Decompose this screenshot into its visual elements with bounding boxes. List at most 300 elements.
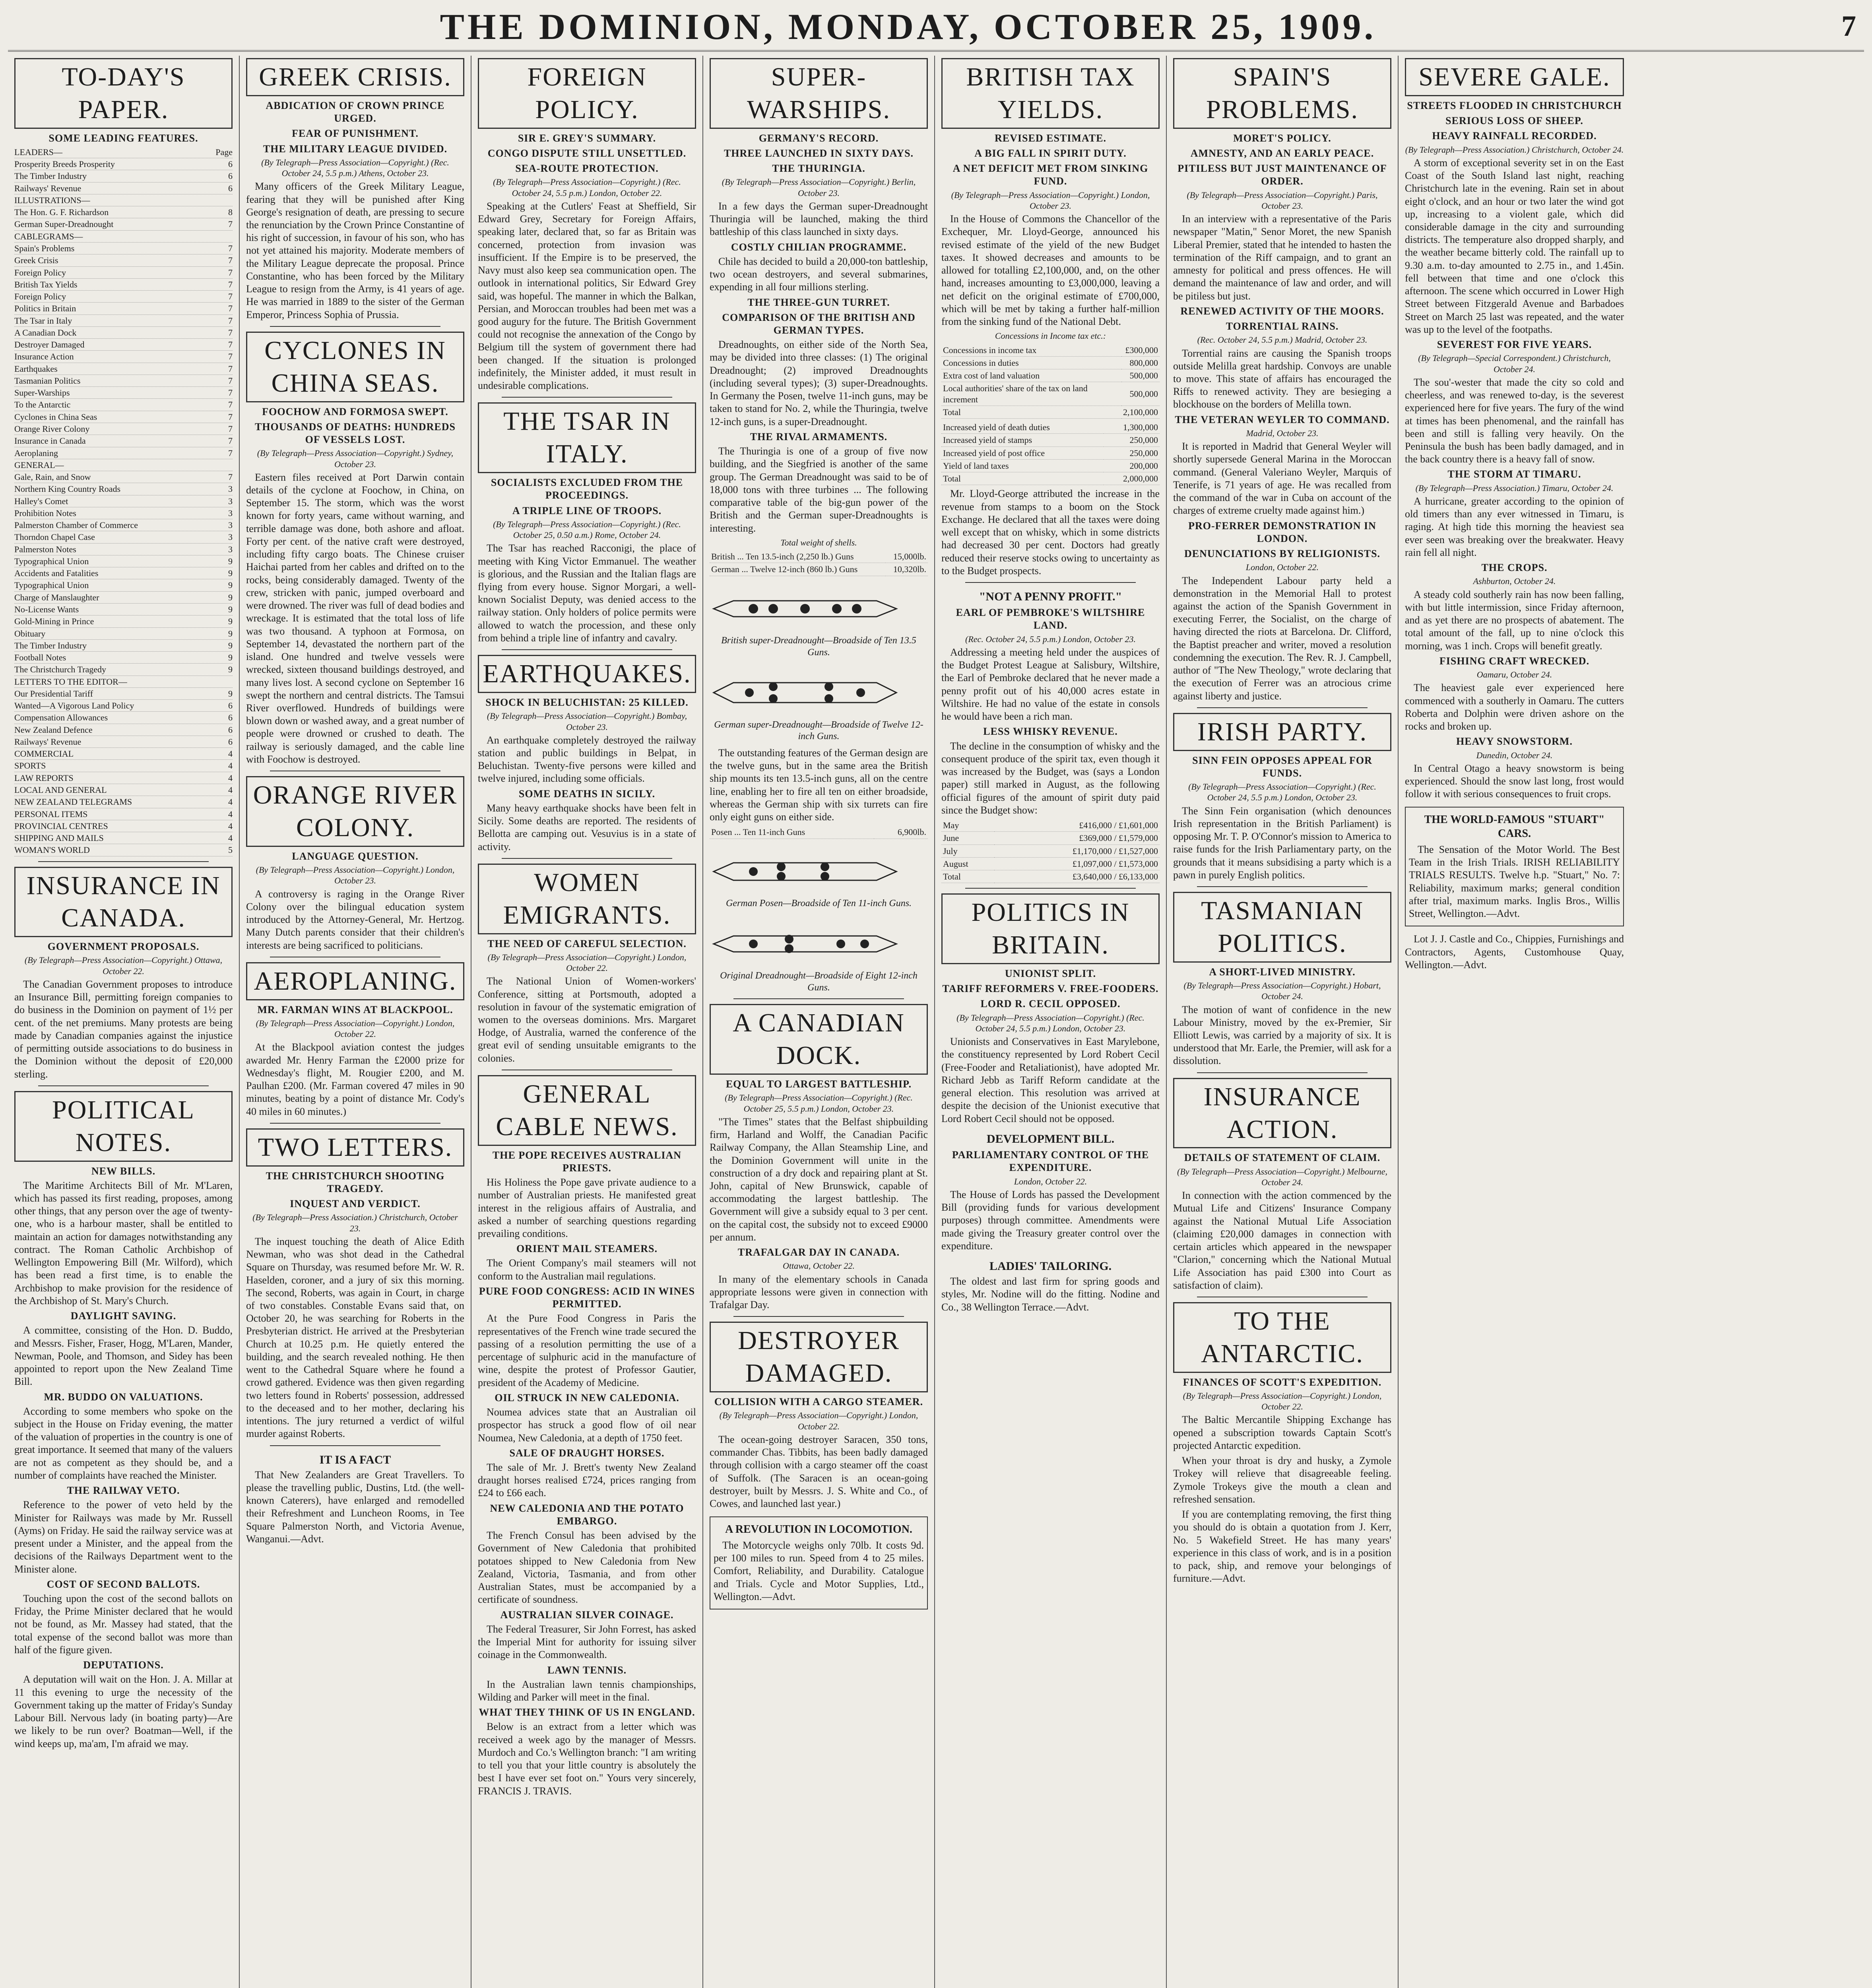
table-cell-label: Local authorities' share of the tax on land increment: [941, 382, 1121, 406]
index-entry-label: PERSONAL ITEMS: [14, 809, 88, 819]
index-entry-page: 7: [228, 279, 233, 289]
index-entry-page: 9: [228, 664, 233, 675]
subhead: THE THURINGIA.: [772, 163, 865, 175]
index-entry-page: 7: [228, 340, 233, 350]
subhead: ABDICATION OF CROWN PRINCE URGED.: [266, 99, 445, 124]
index-entry: [14, 628, 233, 640]
article-body: A steady cold southerly rain has now been falling, with but little intermission, since Friday afternoon, and as yet there are no prospects of abatement. The total amount of the fall, up to nine o'clock this morning, was 1 inch. Crops will benefit greatly.: [1405, 588, 1624, 652]
index-entry: [14, 351, 233, 363]
table-row: [941, 832, 1160, 845]
index-entry-label: Our Presidential Tariff: [14, 688, 93, 699]
index-entry-label: A Canadian Dock: [14, 327, 77, 338]
index-entry-page: 4: [228, 797, 233, 807]
index-entry: [14, 736, 233, 748]
subhead: TORRENTIAL RAINS.: [1226, 320, 1339, 332]
table-cell-label: May: [941, 819, 994, 832]
index-entry: [14, 279, 233, 291]
table-cell-value: 6,900lb.: [874, 826, 928, 839]
dateline: Madrid, October 23.: [1246, 428, 1319, 438]
index-entry-page: 9: [228, 556, 233, 566]
subhead: THE MILITARY LEAGUE DIVIDED.: [263, 143, 448, 155]
index-entry: [14, 399, 233, 411]
column-2: [240, 56, 471, 1988]
table-row: [941, 870, 1160, 883]
divider: [270, 1123, 440, 1124]
subhead: EARL OF PEMBROKE'S WILTSHIRE LAND.: [956, 607, 1145, 631]
index-entry: [14, 544, 233, 555]
subhead: TARIFF REFORMERS V. FREE-FOODERS.: [942, 983, 1159, 995]
headline-orange-river: ORANGE RIVER COLONY.: [246, 776, 464, 847]
index-entry-page: 7: [228, 388, 233, 398]
article-body: A hurricane, greater according to the opinion of old timers than any ever witnessed in Timaru, is raging. At high tide this morning the heaviest sea ever seen was breaking over the breakwater. Heavy rain fell all night.: [1405, 495, 1624, 558]
dateline: London, October 22.: [1245, 562, 1319, 573]
article-body: His Holiness the Pope gave private audience to a number of Australian priests. He manifested great interest in the religious affairs of Australia, and asked a number of searching questions regarding prevailing conditions.: [478, 1176, 696, 1239]
headline-british-tax: BRITISH TAX YIELDS.: [941, 58, 1160, 129]
ad-title: THE WORLD-FAMOUS "STUART" CARS.: [1424, 813, 1605, 840]
dateline: (By Telegraph—Press Association—Copyright.) Berlin, October 23.: [722, 177, 916, 198]
index-entry-page: 7: [228, 303, 233, 314]
subhead: GOVERNMENT PROPOSALS.: [47, 941, 200, 953]
table-cell-label: Increased yield of stamps: [941, 434, 1104, 447]
table-row: [941, 369, 1160, 382]
divider: [38, 1085, 209, 1086]
subhead: SERIOUS LOSS OF SHEEP.: [1445, 115, 1583, 127]
index-entry-page: 7: [228, 327, 233, 338]
headline-development-bill: DEVELOPMENT BILL.: [986, 1132, 1115, 1145]
headline-earthquakes: EARTHQUAKES.: [478, 655, 696, 693]
index-entry: [14, 339, 233, 351]
ad-body: The Motorcycle weighs only 70lb. It costs 9d. per 100 miles to run. Speed from 4 to 25 miles. Comfort, Reliability, and Durability. Catalogue and Trials. Cycle and Motor Supplies, Ltd., Wellington.—Advt.: [714, 1539, 924, 1602]
ad-body: The Sensation of the Motor World. The Best Team in the Irish Trials. IRISH RELIABILITY TRIALS RESULTS. Twelve h.p. "Stuart," No. 7: Reliability, maximum marks; general condition after trial, maximum marks. Inglis Bros., Willis Street, Wellington.—Advt.: [1409, 843, 1620, 920]
tax-table: [941, 421, 1160, 485]
index-entry: [14, 206, 233, 218]
index-entry: [14, 676, 233, 688]
dateline: (By Telegraph—Press Association.) Timaru, October 24.: [1415, 483, 1614, 493]
subhead: EQUAL TO LARGEST BATTLESHIP.: [726, 1078, 912, 1090]
table-cell-label: Yield of land taxes: [941, 459, 1104, 472]
index-entry: [14, 158, 233, 170]
article-body: The decline in the consumption of whisky and the consequent produce of the spirit tax, even though it was increased by the Budget, was (says a London paper) still marked in August, as the following official figures of the amount of spirit duty paid since the Budget show:: [941, 740, 1160, 816]
index-entry: [14, 531, 233, 543]
dateline: (By Telegraph—Press Association—Copyright.) Bombay, October 23.: [487, 711, 687, 732]
index-entry: [14, 315, 233, 327]
dateline: (By Telegraph—Press Association—Copyright.) (Rec. October 24, 5.5 p.m.) London, October 23.: [1188, 782, 1376, 803]
index-entry-label: Palmerston Chamber of Commerce: [14, 520, 138, 530]
index-entry-label: Foreign Policy: [14, 267, 66, 278]
subhead: DETAILS OF STATEMENT OF CLAIM.: [1184, 1152, 1381, 1164]
index-entry: [14, 772, 233, 784]
subhead: TRAFALGAR DAY IN CANADA.: [737, 1246, 900, 1258]
headline-severe-gale: SEVERE GALE.: [1405, 58, 1624, 96]
index-entry: [14, 447, 233, 459]
article-body: Chile has decided to build a 20,000-ton battleship, two ocean destroyers, and several submarines, expending in all four millions sterling.: [710, 255, 928, 293]
index-entry: [14, 688, 233, 700]
index-entry-label: Railways' Revenue: [14, 183, 81, 193]
table-cell-value: 200,000: [1104, 459, 1160, 472]
dateline: (Rec. October 24, 5.5 p.m.) Madrid, October 23.: [1197, 335, 1368, 345]
index-entry-label: PROVINCIAL CENTRES: [14, 821, 108, 831]
column-4: [703, 56, 935, 1988]
subhead: THE RAILWAY VETO.: [67, 1485, 180, 1497]
index-entry-label: NEW ZEALAND TELEGRAMS: [14, 797, 132, 807]
divider: [1197, 886, 1368, 887]
dateline: (By Telegraph—Press Association—Copyright.) Hobart, October 24.: [1183, 980, 1381, 1002]
index-entry-label: Foreign Policy: [14, 291, 66, 302]
index-entry-label: Charge of Manslaughter: [14, 592, 99, 602]
subhead: SHOCK IN BELUCHISTAN: 25 KILLED.: [485, 697, 689, 708]
article-body: The Orient Company's mail steamers will not conform to the Australian mail regulations.: [478, 1257, 696, 1282]
subhead: INQUEST AND VERDICT.: [290, 1198, 421, 1210]
index-entry: [14, 700, 233, 712]
broadside-table: [710, 550, 928, 576]
index-entry: [14, 615, 233, 627]
article-body: The ocean-going destroyer Saracen, 350 tons, commander Chas. Tibbits, has been badly damaged through collision with a cargo steamer off the coast of Suffolk. (The Saracen is an ocean-going destroyer, built by Messrs. J. S. White and Co., of Cowes, and launched last year.): [710, 1433, 928, 1509]
index-entry: [14, 218, 233, 230]
index-entry-label: LETTERS TO THE EDITOR—: [14, 676, 127, 687]
table-cell-value: £1,097,000 / £1,573,000: [994, 857, 1160, 870]
article-body: The heaviest gale ever experienced here commenced with a southerly in Oamaru. The cutters Roberta and Dolphin were driven ashore on the rocks and broken up.: [1405, 682, 1624, 732]
headline-politics-britain: POLITICS IN BRITAIN.: [941, 893, 1160, 964]
table-cell-value: £369,000 / £1,579,000: [994, 832, 1160, 845]
article-body: Many officers of the Greek Military League, fearing that they will be punished after King George's resignation of death, are pressing to secure the renunciation by the Crown Prince Constantine of his right of succession, in favour of his son, who has not yet attained his majority. Moderate members of the Military League deprecate the proposal. Prince Constantine, who has been forced by the Military League to resign from the Army, is 41 years of age. He was married in 1889 to the sister of the German Emperor, Princess Sophia of Prussia.: [246, 181, 464, 320]
article-body: Many heavy earthquake shocks have been felt in Sicily. Some deaths are reported. The residents of Bellotta are camping out. Vesuvius is in a state of activity.: [478, 802, 696, 852]
headline-greek-crisis: GREEK CRISIS.: [246, 58, 464, 96]
index-entry-label: Spain's Problems: [14, 243, 75, 254]
masthead: [8, 3, 1864, 52]
battleship-diagram: [710, 585, 900, 625]
article-body: In the Australian lawn tennis championships, Wilding and Parker will meet in the final.: [478, 1678, 696, 1703]
table-cell-value: £1,170,000 / £1,527,000: [994, 845, 1160, 857]
headline-political-notes: POLITICAL NOTES.: [14, 1091, 233, 1162]
subhead: A BIG FALL IN SPIRIT DUTY.: [974, 147, 1127, 159]
subhead: SOCIALISTS EXCLUDED FROM THE PROCEEDINGS.: [491, 477, 683, 501]
article-body: "The Times" states that the Belfast shipbuilding firm, Harland and Wolff, the Canadian Pacific Railway Company, the Allan Steamship Line, and the Dominion Government will unite in the construction of a dry dock and repairing plant at St. John, capital of New Brunswick, capable of accommodating the largest battleship. The Government will give a subsidy equal to 3 per cent. on the capital cost, the subsidy not to exceed £9000 per annum.: [710, 1116, 928, 1243]
subhead: CONGO DISPUTE STILL UNSETTLED.: [487, 147, 687, 159]
table-cell-value: £3,640,000 / £6,133,000: [994, 870, 1160, 883]
index-entry: [14, 291, 233, 303]
table-cell-label: German ... Twelve 12-inch (860 lb.) Guns: [710, 563, 885, 576]
index-entry-page: 3: [228, 484, 233, 494]
index-entry: [14, 411, 233, 423]
figure-caption: British super-Dreadnought—Broadside of Ten 13.5 Guns.: [721, 635, 916, 658]
index-entry: [14, 507, 233, 519]
subhead: SOME DEATHS IN SICILY.: [518, 788, 656, 800]
divider: [502, 858, 672, 859]
subhead: SIR E. GREY'S SUMMARY.: [518, 132, 656, 144]
index-entry: [14, 303, 233, 315]
table-cell-label: Posen ... Ten 11-inch Guns: [710, 826, 874, 839]
index-entry-page: 3: [228, 532, 233, 542]
index-entry-page: 7: [228, 255, 233, 266]
index-entry-label: Gold-Mining in Prince: [14, 616, 94, 627]
divider: [270, 326, 440, 327]
table-cell-label: British ... Ten 13.5-inch (2,250 lb.) Guns: [710, 550, 885, 563]
index-entry-label: No-License Wants: [14, 604, 79, 614]
battleship-diagram: [710, 920, 900, 960]
divider: [38, 861, 209, 862]
index-entry: [14, 327, 233, 339]
table-row: [941, 434, 1160, 447]
index-entry: [14, 832, 233, 844]
divider: [965, 888, 1136, 889]
index-entry-label: LOCAL AND GENERAL: [14, 784, 107, 795]
subhead: SEVEREST FOR FIVE YEARS.: [1437, 339, 1592, 351]
article-body: Dreadnoughts, on either side of the North Sea, may be divided into three classes: (1) The original Dreadnought; (2) improved Dreadnoughts (including several types); (3) super-Dreadnoughts. In Germany the Posen, twelve 11-inch guns, may be taken to stand for No. 2, while the Thuringia, twelve 12-inch guns, is a super-Dreadnought.: [710, 339, 928, 427]
headline-super-warships: SUPER-WARSHIPS.: [710, 58, 928, 129]
index-entry-label: The Tsar in Italy: [14, 315, 72, 326]
index-entry-page: Page: [215, 147, 233, 157]
dateline: Oamaru, October 24.: [1476, 670, 1552, 680]
subhead: THE POPE RECEIVES AUSTRALIAN PRIESTS.: [492, 1149, 682, 1174]
index-entry-label: Halley's Comet: [14, 496, 68, 506]
article-body: The Canadian Government proposes to introduce an Insurance Bill, permitting foreign companies to do business in the Dominion on payment of 1½ per cent. of the net premiums. Many protests are being made by Canadian companies against the injustice of permitting outside associations to do business in the Dominion without the deposit of £20,000 sterling.: [14, 978, 233, 1080]
index-entry-page: 3: [228, 544, 233, 554]
index-entry-label: Gale, Rain, and Snow: [14, 472, 91, 482]
dateline: (By Telegraph—Press Association—Copyright.) London, October 22.: [719, 1410, 918, 1431]
index-entry: [14, 363, 233, 375]
index-entry-page: 6: [228, 171, 233, 181]
index-entry-page: 3: [228, 520, 233, 530]
table-cell-value: 800,000: [1121, 356, 1160, 369]
article-body: The inquest touching the death of Alice Edith Newman, who was shot dead in the Cathedral Square on Thursday, was resumed before Mr. W. R. Haselden, coroner, and a jury of six this morning. The second, Roberts, was again in Court, in charge of two constables. Constable Evans said that, on October 20, he was searching for Roberts in the Presbyterian district. He arrived at the Presbyterian Church at 10.25 p.m. He quietly entered the building, and the search revealed nothing. He then went to the Cathedral Square where he found a crowd gathered. Evidence was then given regarding two letters found in Roberts' possession, addressed to the deceased and to her mother, declaring his intentions. The jury returned a verdict of wilful murder against Roberts.: [246, 1235, 464, 1440]
index-entry: [14, 712, 233, 724]
index-entry-page: 9: [228, 628, 233, 639]
index-entry: [14, 435, 233, 447]
index-entry-label: LEADERS—: [14, 147, 62, 157]
dateline: (By Telegraph—Special Correspondent.) Christchurch, October 24.: [1418, 353, 1611, 374]
table-row: [941, 819, 1160, 832]
subhead: FINANCES OF SCOTT'S EXPEDITION.: [1183, 1376, 1382, 1388]
headline-antarctic: TO THE ANTARCTIC.: [1173, 1302, 1391, 1373]
spirit-duty-table: [941, 819, 1160, 883]
subhead: PITILESS BUT JUST MAINTENANCE OF ORDER.: [1178, 163, 1387, 187]
subhead: COST OF SECOND BALLOTS.: [47, 1578, 200, 1590]
table-cell-label: August: [941, 857, 994, 870]
article-body: In the House of Commons the Chancellor of the Exchequer, Mr. Lloyd-George, announced his revised estimate of the yield of the new Budget taxes. It showed decreases and amounts to be allowed for totalling £2,100,000, and, on the other hand, increases amounting to £3,000,000, leaving a net deficit on the original estimate of £700,000, which will be met by taking a further half-million from the sinking fund of the National Debt.: [941, 213, 1160, 327]
headline-foreign-policy: FOREIGN POLICY.: [478, 58, 696, 129]
article-body: Addressing a meeting held under the auspices of the Budget Protest League at Salisbury, Wiltshire, the Earl of Pembroke declared that he never made a penny profit out of his 40,000 acres estate in Wiltshire. He had no value of the estate in consols he would have been a rich man.: [941, 646, 1160, 722]
index-entry-page: 3: [228, 496, 233, 506]
battleship-diagram: [710, 669, 900, 709]
index-entry-label: Accidents and Fatalities: [14, 568, 99, 579]
article-body: The Baltic Mercantile Shipping Exchange has opened a subscription towards Captain Scott's projected Antarctic expedition.: [1173, 1414, 1391, 1451]
article-body: The Independent Labour party held a demonstration in the Memorial Hall to protest against the action of the Spanish Government in executing Ferrer, the Socialist, on the charge of having directed the riots at Barcelona. Dr. Clifford, the Baptist preacher and writer, moved a resolution condemning the execution. The Rev. R. J. Campbell, author of "The New Theology," wrote declaring that the execution of Ferrer was an atrocious crime against liberty and justice.: [1173, 575, 1391, 702]
index-entry: [14, 182, 233, 194]
masthead-title: THE DOMINION, MONDAY, OCTOBER 25, 1909.: [440, 6, 1377, 47]
dateline: (By Telegraph—Press Association—Copyright.) (Rec. October 24, 5.5 p.m.) London, October 23.: [956, 1012, 1145, 1033]
index-entry: [14, 194, 233, 206]
article-body: The House of Lords has passed the Development Bill (providing funds for various development purposes) through committee. Amendments were made giving the Treasury greater control over the expenditure.: [941, 1188, 1160, 1252]
ad-body: The oldest and last firm for spring goods and styles, Mr. Nodine will do the fitting. Nodine and Co., 38 Wellington Terrace.—Advt.: [941, 1276, 1160, 1313]
article-body: Speaking at the Cutlers' Feast at Sheffield, Sir Edward Grey, Secretary for Foreign Affairs, speaking later, declared that, so far as Britain was concerned, protection from invasion was insufficient. If the Empire is to be preserved, the Navy must also keep sea communication open. The outlook in international politics, Sir Edward Grey said, was hopeful. The manner in which the Balkan, Persian, and Moroccan troubles had been met was a good augury for the future. The British Government could not recognise the annexation of the Congo by Belgium till the system of government there had been changed. If the situation is prolonged indefinitely, the Minister added, it must result in undesirable complications.: [478, 200, 696, 392]
subhead: LESS WHISKY REVENUE.: [983, 726, 1118, 738]
index-entry-page: 4: [228, 761, 233, 771]
subhead-features: SOME LEADING FEATURES.: [48, 132, 198, 144]
dateline: Ottawa, October 22.: [783, 1261, 855, 1271]
subhead: PRO-FERRER DEMONSTRATION IN LONDON.: [1188, 520, 1376, 544]
table-row: [710, 826, 928, 839]
index-entry-page: 4: [228, 749, 233, 759]
index-entry-label: New Zealand Defence: [14, 724, 93, 735]
ad-heading: IT IS A FACT: [319, 1453, 391, 1466]
index-entry: [14, 555, 233, 567]
table-cell-label: June: [941, 832, 994, 845]
table-cell-label: Increased yield of death duties: [941, 421, 1104, 434]
headline-todays-paper: TO-DAY'S PAPER.: [14, 58, 233, 129]
article-body: Noumea advices state that an Australian oil prospector has struck a good flow of oil near Noumea, New Caledonia, at a depth of 1750 feet.: [478, 1406, 696, 1444]
index-entry: [14, 519, 233, 531]
index-entry-label: British Tax Yields: [14, 279, 78, 289]
table-row: [710, 550, 928, 563]
subhead: LORD R. CECIL OPPOSED.: [980, 998, 1121, 1010]
index-entry-label: Palmerston Notes: [14, 544, 76, 554]
table-cell-label: Total: [941, 870, 994, 883]
article-body: In many of the elementary schools in Canada appropriate lessons were given in connection with Trafalgar Day.: [710, 1273, 928, 1311]
article-body: Torrential rains are causing the Spanish troops outside Melilla great hardship. Convoys are unable to move. This state of affairs has encouraged the Riffs to renewed activity. They are besieging a blockhouse on the borders of Melilla town.: [1173, 347, 1391, 410]
index-entry-page: 8: [228, 207, 233, 217]
table-row: [941, 845, 1160, 857]
subhead: PURE FOOD CONGRESS: ACID IN WINES PERMITTED.: [479, 1285, 695, 1310]
headline-aeroplaning: AEROPLANING.: [246, 962, 464, 1000]
article-body: The French Consul has been advised by the Government of New Caledonia that prohibited potatoes shipped to New Caledonia from New Zealand, Victoria, Tasmania, and from other Australian States, must be accompanied by a certificate of soundness.: [478, 1530, 696, 1606]
subhead: LAWN TENNIS.: [547, 1664, 627, 1676]
ad-heading: LADIES' TAILORING.: [989, 1259, 1112, 1273]
index-entry-label: Greek Crisis: [14, 255, 58, 266]
index-entry-label: Orange River Colony: [14, 424, 90, 434]
index-entry-page: 9: [228, 616, 233, 627]
index-entry-page: 9: [228, 568, 233, 579]
article-body: It is reported in Madrid that General Weyler will shortly supersede General Marina in the Moroccan command. (General Valeriano Weyler, Marquis of Tenerife, is 71 years of age. He was recalled from the command of the war in Cuba on account of the charges of extreme cruelty made against him.): [1173, 441, 1391, 516]
dateline: (By Telegraph—Press Association—Copyright.) Melbourne, October 24.: [1177, 1166, 1387, 1187]
subhead: LANGUAGE QUESTION.: [292, 850, 419, 862]
table-row: [941, 447, 1160, 459]
subhead: A TRIPLE LINE OF TROOPS.: [512, 505, 662, 516]
headline-cyclones: CYCLONES IN CHINA SEAS.: [246, 332, 464, 402]
column-3: [471, 56, 703, 1988]
index-entry: [14, 579, 233, 591]
index-entry-page: 4: [228, 773, 233, 783]
dateline: Dunedin, October 24.: [1476, 750, 1553, 760]
table-cell-value: 2,100,000: [1121, 406, 1160, 418]
article-body: A controversy is raging in the Orange River Colony over the bilingual education system introduced by the Attorney-General, Mr. Hertzog. Many Dutch parents consider that their children's interests are being sacrificed to politicians.: [246, 888, 464, 951]
columns: [8, 56, 1864, 1988]
headline-canadian-dock: A CANADIAN DOCK.: [710, 1004, 928, 1075]
index-entry-page: 6: [228, 183, 233, 193]
subhead: THE CHRISTCHURCH SHOOTING TRAGEDY.: [266, 1170, 445, 1194]
dateline: (By Telegraph—Press Association—Copyright.) (Rec. October 24, 5.5 p.m.) Athens, October 23.: [261, 157, 449, 179]
subhead: NEW BILLS.: [91, 1165, 156, 1177]
index-entry-label: Tasmanian Politics: [14, 375, 81, 386]
subhead: COLLISION WITH A CARGO STEAMER.: [714, 1396, 923, 1408]
divider: [733, 998, 904, 999]
index-entry: [14, 267, 233, 279]
subhead: A SHORT-LIVED MINISTRY.: [1209, 966, 1356, 978]
index-entry: [14, 592, 233, 604]
index-entry: [14, 652, 233, 664]
table-cell-label: Concessions in duties: [941, 356, 1121, 369]
index-entry: [14, 820, 233, 832]
table-cell-value: 250,000: [1104, 447, 1160, 459]
divider: [502, 397, 672, 398]
tax-table: [941, 344, 1160, 419]
index-entry: [14, 796, 233, 808]
subhead: ORIENT MAIL STEAMERS.: [516, 1243, 658, 1255]
subhead: MR. FARMAN WINS AT BLACKPOOL.: [257, 1004, 453, 1015]
table-row: [941, 472, 1160, 485]
index-entry-page: 7: [228, 267, 233, 278]
index-entry-page: 9: [228, 688, 233, 699]
subhead: THE VETERAN WEYLER TO COMMAND.: [1175, 414, 1390, 425]
headline-women-emigrants: WOMEN EMIGRANTS.: [478, 864, 696, 934]
index-entry-page: 7: [228, 315, 233, 326]
column-5: [935, 56, 1167, 1988]
headline-insurance-action: INSURANCE ACTION.: [1173, 1078, 1391, 1149]
subhead: SEA-ROUTE PROTECTION.: [515, 163, 659, 175]
subhead: THOUSANDS OF DEATHS: HUNDREDS OF VESSELS LOST.: [254, 421, 456, 445]
index-entry-label: Football Notes: [14, 652, 66, 663]
index-list: [14, 146, 233, 856]
ad-body: That New Zealanders are Great Travellers. To please the travelling public, Dustins, Ltd. (the well-known Caterers), have enlarged and remodelled their Refreshment and Luncheon Rooms, in Tee Square Palmerston North, and Victoria Avenue, Wanganui.—Advt.: [246, 1469, 464, 1545]
article-body: The Thuringia is one of a group of five now building, and the Siegfried is another of the same group. The German Dreadnought was said to be of 18,000 tons with three turbines ... The following comparative table of the big-gun power of the British and the German super-Dreadnoughts is interesting.: [710, 445, 928, 534]
subhead: STREETS FLOODED IN CHRISTCHURCH: [1407, 99, 1622, 111]
index-entry-label: Northern King Country Roads: [14, 484, 121, 494]
dateline: (By Telegraph—Press Association—Copyright.) (Rec. October 24, 5.5 p.m.) London, October 22.: [493, 177, 681, 198]
index-entry-label: Cyclones in China Seas: [14, 412, 97, 422]
divider: [1197, 707, 1368, 708]
dateline: (By Telegraph—Press Association—Copyright.) London, October 22.: [256, 1018, 455, 1039]
index-entry: [14, 243, 233, 254]
index-entry-page: 7: [228, 363, 233, 374]
subhead: THE NEED OF CAREFUL SELECTION.: [487, 938, 687, 949]
index-entry-label: ILLUSTRATIONS—: [14, 195, 90, 205]
dateline: (By Telegraph—Press Association—Copyright.) London, October 22.: [487, 952, 687, 973]
table-cell-label: July: [941, 845, 994, 857]
headline-not-a-penny: "NOT A PENNY PROFIT.": [979, 590, 1122, 604]
table-cell-label: Total: [941, 406, 1121, 418]
index-entry-label: Aeroplaning: [14, 448, 58, 458]
index-entry-page: 7: [228, 351, 233, 362]
table-cell-label: Increased yield of post office: [941, 447, 1104, 459]
article-body: In Central Otago a heavy snowstorm is being experienced. Should the snow last long, frost would follow it with serious consequences to fruit crops.: [1405, 762, 1624, 800]
advertisement: [710, 1516, 928, 1609]
index-entry: [14, 459, 233, 471]
index-entry: [14, 423, 233, 435]
index-entry-label: Politics in Britain: [14, 303, 76, 314]
table-cell-label: Total: [941, 472, 1104, 485]
index-entry: [14, 375, 233, 387]
index-entry-page: 7: [228, 472, 233, 482]
index-entry-label: Super-Warships: [14, 388, 70, 398]
figure-caption: Original Dreadnought—Broadside of Eight 12-inch Guns.: [720, 970, 918, 993]
headline-spain: SPAIN'S PROBLEMS.: [1173, 58, 1391, 129]
subhead: THE THREE-GUN TURRET.: [747, 296, 890, 308]
ad-body: When your throat is dry and husky, a Zymole Trokey will relieve that disagreeable feeling. Zymole Trokeys give the mouth a clean and refreshed sensation.: [1173, 1455, 1391, 1505]
article-body: A deputation will wait on the Hon. J. A. Millar at 11 this evening to urge the necessity of the Government taking up the matter of Friday's Sunday Labour Bill. Nervous lady (in boating party)—Are we likely to be run over? Boatman—Well, if the wind keeps up, ma'am, I'm afraid we may.: [14, 1673, 233, 1749]
divider: [502, 649, 672, 650]
index-entry-page: 7: [228, 219, 233, 229]
table-cell-value: 1,300,000: [1104, 421, 1160, 434]
table-cell-value: 250,000: [1104, 434, 1160, 447]
column-6: [1167, 56, 1399, 1988]
article-body: Mr. Lloyd-George attributed the increase in the revenue from stamps to a boom on the Stock Exchange. He declared that all the taxes were doing well except that on whisky, which in some districts had decreased 30 per cent. Doctors had greatly reduced their reserve stocks owing to uncertainty as to the Budget prospects.: [941, 488, 1160, 577]
figure-caption: German Posen—Broadside of Ten 11-inch Guns.: [726, 898, 912, 909]
subhead: SALE OF DRAUGHT HORSES.: [509, 1447, 665, 1459]
column-7: [1399, 56, 1630, 1988]
index-entry-label: Thorndon Chapel Case: [14, 532, 95, 542]
index-entry-page: 4: [228, 821, 233, 831]
table-cell-value: £416,000 / £1,601,000: [994, 819, 1160, 832]
article-body: An earthquake completely destroyed the railway station and public buildings in Belpat, in Beluchistan. Twenty-five persons were killed and twelve injured, including some officials.: [478, 734, 696, 784]
